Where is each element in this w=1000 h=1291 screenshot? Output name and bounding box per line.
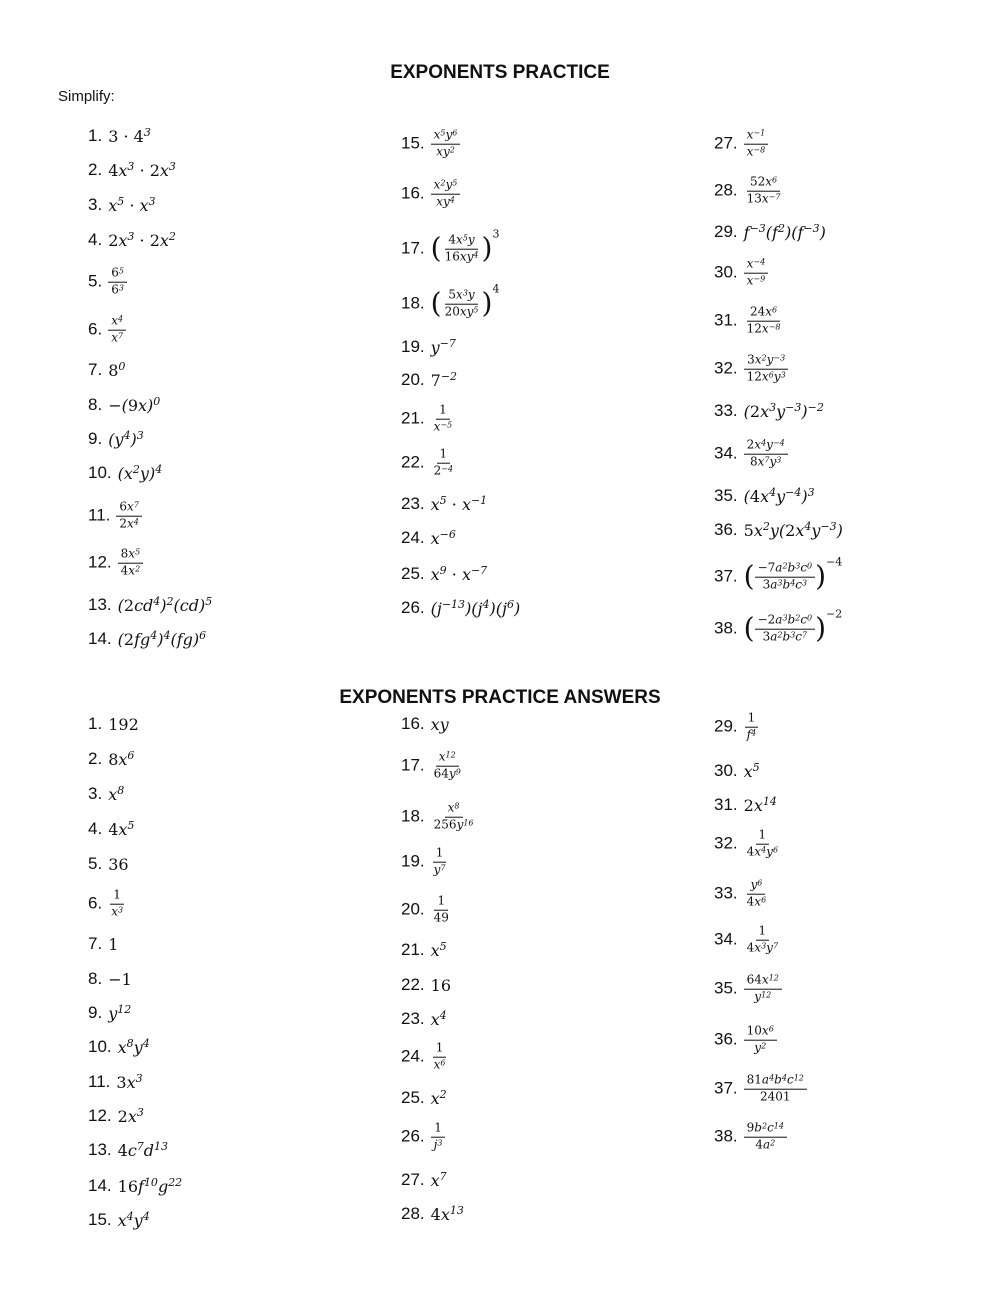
answer-number: 8. xyxy=(88,969,103,988)
problem-expression: $\frac{24x^6}{12x^{-8}}$ xyxy=(746,304,781,336)
problem-item xyxy=(88,126,151,146)
answer-number: 21. xyxy=(401,940,425,959)
problem-item xyxy=(714,520,843,540)
problem-number: 4. xyxy=(88,230,103,249)
problem-item xyxy=(714,258,768,289)
problem-item xyxy=(401,129,460,160)
problem-item xyxy=(88,230,176,250)
answer-number: 22. xyxy=(401,975,425,994)
answer-expression: 1 xyxy=(108,934,119,954)
answer-item xyxy=(88,1072,143,1092)
problem-expression: $\frac{x^2y^5}{xy^4}$ xyxy=(431,179,461,210)
problem-number: 11. xyxy=(88,506,111,525)
instruction-text: Simplify: xyxy=(58,88,115,105)
problem-number: 24. xyxy=(401,528,425,547)
answer-item xyxy=(88,889,126,920)
answer-item xyxy=(401,802,477,833)
answer-expression: x $^7$ xyxy=(430,1170,447,1190)
answer-item xyxy=(88,1210,150,1230)
answer-item xyxy=(401,1009,447,1029)
problem-number: 8. xyxy=(88,395,103,414)
answer-number: 24. xyxy=(401,1047,425,1066)
answer-item xyxy=(714,879,769,910)
problem-item xyxy=(714,607,843,645)
problem-number: 13. xyxy=(88,595,112,614)
problem-item xyxy=(88,195,156,215)
problem-expression: $\frac{6x^7}{2x^4}$ xyxy=(116,501,142,532)
problem-expression: 7 $^{-2}$ xyxy=(430,370,458,390)
answer-expression: $\frac{1}{49}$ xyxy=(433,893,449,925)
answer-expression: $\frac{1}{f^4}$ xyxy=(744,712,760,743)
answer-expression: 4 x $^5$ xyxy=(108,819,135,839)
answer-item xyxy=(714,761,760,781)
answer-expression: $\frac{y^6}{4x^6}$ xyxy=(746,877,767,909)
problem-item xyxy=(401,370,457,390)
problem-item xyxy=(88,315,126,346)
problem-item xyxy=(401,179,460,210)
answer-item xyxy=(88,749,134,769)
problem-number: 31. xyxy=(714,311,738,330)
answer-expression: 3 6 xyxy=(108,854,129,874)
answer-item xyxy=(401,847,449,878)
problem-number: 23. xyxy=(401,494,425,513)
problem-item xyxy=(401,598,520,618)
problem-expression: 5 x $^2$ y( 2 x $^4$ y $^{-3}$ ) xyxy=(743,520,843,540)
problem-expression: ( 2 cd $^4$ ) $^2$ (cd) $^5$ xyxy=(117,595,213,615)
answer-number: 16. xyxy=(401,714,425,733)
answer-number: 13. xyxy=(88,1140,112,1159)
answer-number: 11. xyxy=(88,1072,111,1091)
answer-item xyxy=(714,795,777,815)
answer-item xyxy=(714,1122,787,1153)
answer-number: 25. xyxy=(401,1088,425,1107)
problem-item xyxy=(401,564,487,584)
problem-expression: 8 $^0$ xyxy=(108,360,126,380)
problem-item xyxy=(401,528,456,548)
answer-number: 2. xyxy=(88,749,103,768)
problem-number: 32. xyxy=(714,359,738,378)
answer-expression: y $^{12}$ xyxy=(108,1003,132,1023)
problem-number: 33. xyxy=(714,401,738,420)
problem-number: 1. xyxy=(88,126,103,145)
problem-number: 37. xyxy=(714,567,738,586)
answer-item xyxy=(88,1176,182,1196)
problem-expression: $\frac{2x^4y^{-4}}{8x^7y^3}$ xyxy=(744,439,788,470)
answer-item xyxy=(401,1042,449,1073)
answer-number: 12. xyxy=(88,1106,112,1125)
answer-expression: $\frac{1}{x^6}$ xyxy=(433,1040,446,1072)
problem-expression: ( 4 x $^4$ y $^{-4}$ ) $^3$ xyxy=(743,486,815,506)
problem-number: 25. xyxy=(401,564,425,583)
problem-item xyxy=(88,463,162,483)
answer-number: 32. xyxy=(714,834,738,853)
problem-expression: ( 2 fg $^4$ ) $^4$ (fg) $^6$ xyxy=(117,629,207,649)
answer-item xyxy=(88,854,129,874)
practice-title: EXPONENTS PRACTICE xyxy=(390,62,610,83)
answer-item xyxy=(714,829,781,860)
problem-item xyxy=(714,439,788,470)
answer-expression: 4 c $^7$ d $^{13}$ xyxy=(117,1140,169,1160)
answer-number: 30. xyxy=(714,761,738,780)
answer-item xyxy=(401,751,464,782)
problem-item xyxy=(714,222,826,242)
answer-item xyxy=(401,714,449,734)
answer-item xyxy=(88,934,118,954)
problem-number: 3. xyxy=(88,195,103,214)
answer-number: 9. xyxy=(88,1003,103,1022)
answer-expression: $\frac{81a^4b^4c^{12}}{2401}$ xyxy=(744,1074,807,1105)
problem-number: 29. xyxy=(714,222,738,241)
problem-expression: ( 2 x $^3$ y $^{-3}$ ) $^{-2}$ xyxy=(743,401,824,421)
answer-number: 6. xyxy=(88,894,103,913)
problem-item xyxy=(714,176,784,207)
problem-expression: − ( 9 x) $^0$ xyxy=(108,395,161,415)
answer-expression: $\frac{1}{x^3}$ xyxy=(111,887,124,919)
answer-number: 5. xyxy=(88,854,103,873)
answer-expression: 8 x $^6$ xyxy=(108,749,135,769)
problem-number: 6. xyxy=(88,320,103,339)
problem-number: 34. xyxy=(714,444,738,463)
answer-expression: x $^8$ xyxy=(108,784,125,804)
problem-expression: 2 x $^3$ · 2 x $^2$ xyxy=(108,230,176,250)
answer-expression: 2 x $^{14}$ xyxy=(743,795,777,815)
answer-number: 34. xyxy=(714,930,738,949)
answer-number: 18. xyxy=(401,807,425,826)
answer-expression: $\frac{1}{4x^4y^6}$ xyxy=(746,827,779,859)
answer-number: 35. xyxy=(714,979,738,998)
problem-item xyxy=(88,429,144,449)
answer-expression: 1 6 xyxy=(430,975,452,995)
answer-expression: $\frac{64x^{12}}{y^{12}}$ xyxy=(744,974,782,1005)
problem-expression: ( $\frac{-2a^3b^2c^0}{3a^2b^3c^7}$ ) −2 xyxy=(743,607,843,645)
problem-item xyxy=(714,401,824,421)
problem-expression: f $^{-3}$ (f $^2$ )(f $^{-3}$ ) xyxy=(743,222,826,242)
problem-item xyxy=(401,282,500,320)
problem-expression: y $^{-7}$ xyxy=(430,337,456,357)
problem-item xyxy=(714,486,815,506)
problem-item xyxy=(714,129,768,160)
answer-item xyxy=(401,1204,464,1224)
problem-item xyxy=(88,595,212,615)
problem-expression: x $^9$ · x $^{-7}$ xyxy=(430,564,488,584)
problem-item xyxy=(401,404,455,435)
answer-item xyxy=(88,784,124,804)
answer-number: 15. xyxy=(88,1210,112,1229)
answer-expression: xy xyxy=(430,714,449,734)
answer-expression: x $^8$ y $^4$ xyxy=(117,1037,150,1057)
problem-expression: $\frac{8x^5}{4x^2}$ xyxy=(118,548,144,579)
answer-item xyxy=(401,895,452,926)
problem-expression: (j $^{-13}$ )(j $^4$ )(j $^6$ ) xyxy=(430,598,521,618)
answer-expression: x $^5$ xyxy=(430,940,447,960)
answer-item xyxy=(714,925,781,956)
problem-number: 35. xyxy=(714,486,738,505)
problem-expression: 4 x $^3$ · 2 x $^3$ xyxy=(108,160,176,180)
answer-number: 23. xyxy=(401,1009,425,1028)
problem-expression: x $^5$ · x $^{-1}$ xyxy=(430,494,488,514)
problem-item xyxy=(88,501,142,532)
answer-number: 19. xyxy=(401,852,425,871)
problem-expression: 3 · 4 $^3$ xyxy=(108,126,151,146)
problem-number: 27. xyxy=(714,134,738,153)
problem-expression: $\frac{6^5}{6^3}$ xyxy=(108,267,127,298)
problem-expression: (y $^4$ ) $^3$ xyxy=(108,429,144,449)
problem-item xyxy=(88,395,160,415)
answer-expression: x $^4$ y $^4$ xyxy=(117,1210,150,1230)
answer-expression: $\frac{9b^2c^{14}}{4a^2}$ xyxy=(744,1122,787,1153)
problem-item xyxy=(88,160,176,180)
answer-item xyxy=(88,714,139,734)
answer-expression: 4 x $^{13}$ xyxy=(430,1204,464,1224)
answers-title: EXPONENTS PRACTICE ANSWERS xyxy=(339,687,661,708)
answer-number: 7. xyxy=(88,934,103,953)
problem-number: 9. xyxy=(88,429,103,448)
problem-number: 28. xyxy=(714,181,738,200)
problem-expression: $\frac{x^5y^6}{xy^2}$ xyxy=(431,129,461,160)
problem-item xyxy=(88,267,127,298)
problem-expression: x $^{-6}$ xyxy=(430,528,456,548)
answer-expression: 3 x $^3$ xyxy=(116,1072,143,1092)
answer-number: 1. xyxy=(88,714,103,733)
answer-expression: x $^2$ xyxy=(430,1088,447,1108)
answer-expression: x $^4$ xyxy=(430,1009,447,1029)
problem-item xyxy=(401,227,500,265)
answer-item xyxy=(88,1003,131,1023)
problem-item xyxy=(401,494,487,514)
problem-number: 7. xyxy=(88,360,103,379)
problem-expression: $\frac{52x^6}{13x^{-7}}$ xyxy=(746,174,781,206)
answer-number: 20. xyxy=(401,900,425,919)
problem-expression: x $^5$ · x $^3$ xyxy=(108,195,156,215)
answer-item xyxy=(401,940,447,960)
problem-number: 38. xyxy=(714,619,738,638)
answer-number: 31. xyxy=(714,795,738,814)
problem-number: 2. xyxy=(88,160,103,179)
answer-number: 28. xyxy=(401,1204,425,1223)
problem-expression: ( $\frac{-7a^2b^3c^0}{3a^3b^4c^3}$ ) −4 xyxy=(743,555,843,593)
answer-number: 14. xyxy=(88,1176,112,1195)
problem-number: 18. xyxy=(401,294,425,313)
problem-number: 15. xyxy=(401,134,425,153)
problem-number: 5. xyxy=(88,272,103,291)
answer-expression: $\frac{1}{4x^3y^7}$ xyxy=(746,923,779,955)
answer-expression: 2 x $^3$ xyxy=(117,1106,144,1126)
problem-expression: ( $\frac{4x^5y}{16xy^4}$ ) 3 xyxy=(430,227,500,265)
answer-item xyxy=(401,1122,445,1153)
answer-number: 33. xyxy=(714,884,738,903)
answer-expression: $\frac{x^8}{256y^{16}}$ xyxy=(433,800,474,832)
answer-expression: 1 9 2 xyxy=(108,714,139,734)
answer-item xyxy=(401,975,451,995)
problem-expression: $\frac{3x^2y^{-3}}{12x^6y^3}$ xyxy=(744,354,789,385)
problem-item xyxy=(714,555,843,593)
answer-expression: 1 6 f $^{10}$ g $^{22}$ xyxy=(117,1176,183,1196)
answer-number: 4. xyxy=(88,819,103,838)
answer-item xyxy=(88,969,132,989)
answer-expression: $\frac{10x^6}{y^2}$ xyxy=(744,1025,777,1056)
answer-expression: − 1 xyxy=(108,969,132,989)
problem-expression: $\frac{x^{-1}}{x^{-8}}$ xyxy=(744,129,769,160)
problem-number: 19. xyxy=(401,337,425,356)
problem-number: 16. xyxy=(401,184,425,203)
answer-number: 26. xyxy=(401,1127,425,1146)
problem-number: 12. xyxy=(88,553,112,572)
answer-item xyxy=(714,1074,807,1105)
problem-item xyxy=(714,306,784,337)
problem-expression: (x $^2$ y) $^4$ xyxy=(117,463,163,483)
answer-item xyxy=(401,1170,447,1190)
answer-number: 36. xyxy=(714,1030,738,1049)
problem-item xyxy=(88,629,206,649)
problem-expression: $\frac{1}{x^{-5}}$ xyxy=(433,402,453,434)
answer-item xyxy=(88,1106,144,1126)
answer-number: 37. xyxy=(714,1079,738,1098)
answer-number: 17. xyxy=(401,756,425,775)
problem-item xyxy=(401,448,456,479)
problem-number: 20. xyxy=(401,370,425,389)
answer-item xyxy=(714,1025,777,1056)
answer-expression: $\frac{1}{j^3}$ xyxy=(431,1122,446,1153)
answer-expression: $\frac{x^{12}}{64y^9}$ xyxy=(433,749,461,781)
answer-item xyxy=(88,1037,150,1057)
answer-item xyxy=(714,974,782,1005)
problem-expression: $\frac{x^4}{x^7}$ xyxy=(108,315,126,346)
answer-number: 3. xyxy=(88,784,103,803)
answer-expression: $\frac{1}{y^7}$ xyxy=(433,845,446,877)
answer-item xyxy=(88,819,134,839)
answer-number: 38. xyxy=(714,1127,738,1146)
problem-number: 36. xyxy=(714,520,738,539)
problem-number: 17. xyxy=(401,239,425,258)
answer-item xyxy=(401,1088,447,1108)
problem-number: 10. xyxy=(88,463,112,482)
problem-item xyxy=(88,548,143,579)
problem-number: 14. xyxy=(88,629,112,648)
answer-item xyxy=(88,1140,168,1160)
answer-number: 27. xyxy=(401,1170,425,1189)
answer-number: 29. xyxy=(714,717,738,736)
answer-number: 10. xyxy=(88,1037,112,1056)
problem-expression: $\frac{x^{-4}}{x^{-9}}$ xyxy=(744,258,769,289)
answer-expression: x $^5$ xyxy=(743,761,760,781)
answer-item xyxy=(714,712,759,743)
problem-number: 26. xyxy=(401,598,425,617)
problem-item xyxy=(714,354,789,385)
problem-expression: $\frac{1}{2^{-4}}$ xyxy=(433,446,454,478)
problem-number: 21. xyxy=(401,409,425,428)
problem-item xyxy=(401,337,456,357)
problem-number: 30. xyxy=(714,263,738,282)
problem-number: 22. xyxy=(401,453,425,472)
problem-item xyxy=(88,360,125,380)
problem-expression: ( $\frac{5x^3y}{20xy^5}$ ) 4 xyxy=(430,282,500,320)
